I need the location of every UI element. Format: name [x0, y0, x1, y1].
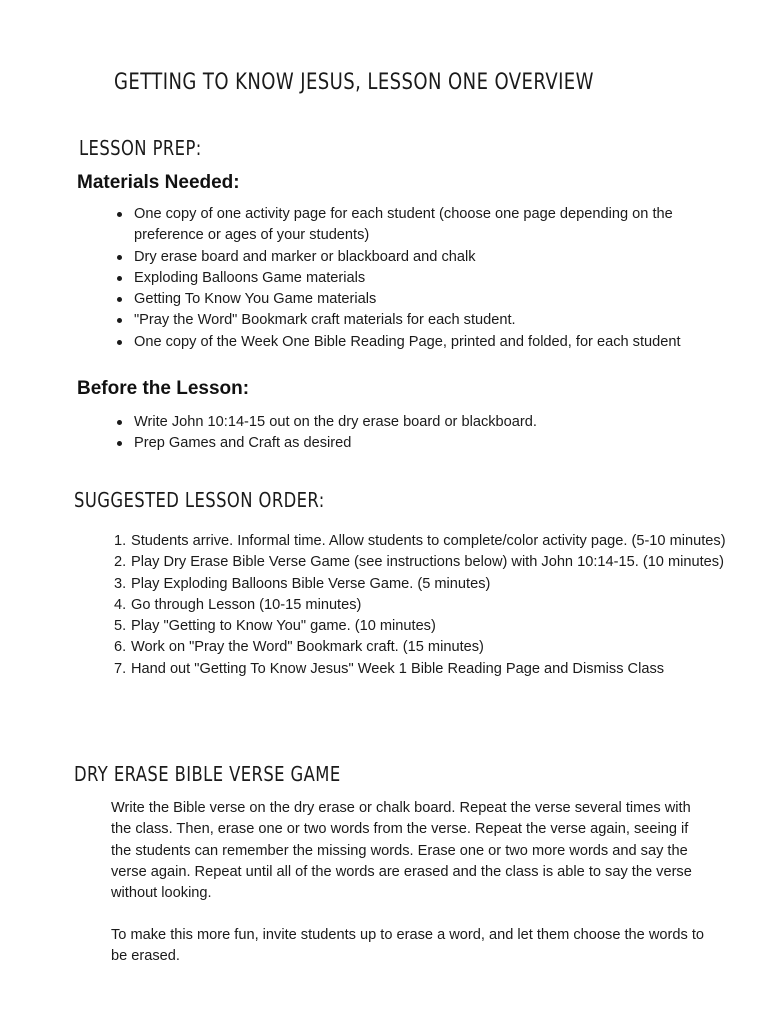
list-item-text: "Pray the Word" Bookmark craft materials for each student.: [134, 312, 516, 329]
before-lesson-heading: Before the Lesson:: [77, 378, 250, 399]
page-title: GETTING TO KNOW JESUS, LESSON ONE OVERVIEW: [114, 70, 594, 95]
dry-erase-instructions: Write the Bible verse on the dry erase or chalk board. Repeat the verse several times with the class. Then, erase one or two words from the verse. Repeat the verse again, seeing if the students can remember the missing words. Erase one or two more words and say the verse again. Repeat until all of the words are erased and the class is able to say the verse without looking.: [111, 800, 692, 902]
step-text: Hand out "Getting To Know Jesus" Week 1 Bible Reading Page and Dismiss Class: [131, 660, 665, 677]
step-number: 4.: [114, 596, 127, 613]
list-item: [117, 433, 717, 454]
bullet-icon: [117, 297, 122, 302]
list-item: [114, 659, 734, 680]
step-number: 1.: [114, 533, 127, 549]
list-item: [114, 616, 734, 637]
materials-list: [117, 204, 717, 353]
step-number: 5.: [114, 618, 127, 635]
lesson-order-heading: SUGGESTED LESSON ORDER:: [74, 488, 325, 512]
bullet-icon: [117, 441, 122, 446]
step-text: Play "Getting to Know You" game. (10 minutes): [131, 618, 436, 635]
step-number: 6.: [114, 639, 127, 656]
bullet-icon: [117, 340, 122, 345]
step-text: Play Dry Erase Bible Verse Game (see instructions below) with John 10:14-15. (10 minutes): [131, 554, 724, 571]
bullet-icon: [117, 276, 122, 281]
list-item: [117, 247, 717, 268]
dry-erase-tip: To make this more fun, invite students up to erase a word, and let them choose the words to be erased.: [111, 927, 704, 965]
step-number: 7.: [114, 660, 127, 677]
list-item: [117, 289, 717, 310]
list-item: [117, 412, 717, 433]
list-item: [114, 574, 734, 595]
list-item-text: Dry erase board and marker or blackboard and chalk: [134, 248, 476, 265]
step-text: Work on "Pray the Word" Bookmark craft. (15 minutes): [131, 639, 484, 656]
list-item: [117, 268, 717, 289]
step-text: Play Exploding Balloons Bible Verse Game. (5 minutes): [131, 575, 491, 592]
list-item-text: Exploding Balloons Game materials: [134, 269, 366, 286]
bullet-icon: [117, 255, 122, 260]
bullet-icon: [117, 318, 122, 323]
list-item: [114, 595, 734, 616]
step-text: Students arrive. Informal time. Allow students to complete/color activity page. (5-10 minutes): [131, 533, 726, 549]
bullet-icon: [117, 212, 122, 217]
list-item-text: One copy of the Week One Bible Reading Page, printed and folded, for each student: [134, 333, 681, 350]
bullet-icon: [117, 420, 122, 425]
step-number: 3.: [114, 575, 127, 592]
materials-needed-heading: Materials Needed:: [77, 172, 240, 193]
dry-erase-game-heading: DRY ERASE BIBLE VERSE GAME: [74, 762, 341, 786]
list-item-text: One copy of one activity page for each student (choose one page depending on the preference or ages of your students): [134, 206, 673, 244]
before-lesson-list: [117, 412, 717, 455]
list-item: [114, 637, 734, 658]
list-item: [117, 204, 717, 247]
lesson-prep-heading: LESSON PREP:: [79, 136, 202, 160]
list-item-text: Getting To Know You Game materials: [134, 291, 377, 308]
lesson-order-list: [114, 531, 734, 680]
list-item: [117, 332, 717, 353]
list-item-text: Write John 10:14-15 out on the dry erase board or blackboard.: [134, 414, 537, 430]
list-item-text: Prep Games and Craft as desired: [134, 435, 352, 452]
step-number: 2.: [114, 554, 127, 571]
list-item: [117, 310, 717, 331]
list-item: [114, 531, 734, 552]
list-item: [114, 552, 734, 573]
step-text: Go through Lesson (10-15 minutes): [131, 596, 362, 613]
